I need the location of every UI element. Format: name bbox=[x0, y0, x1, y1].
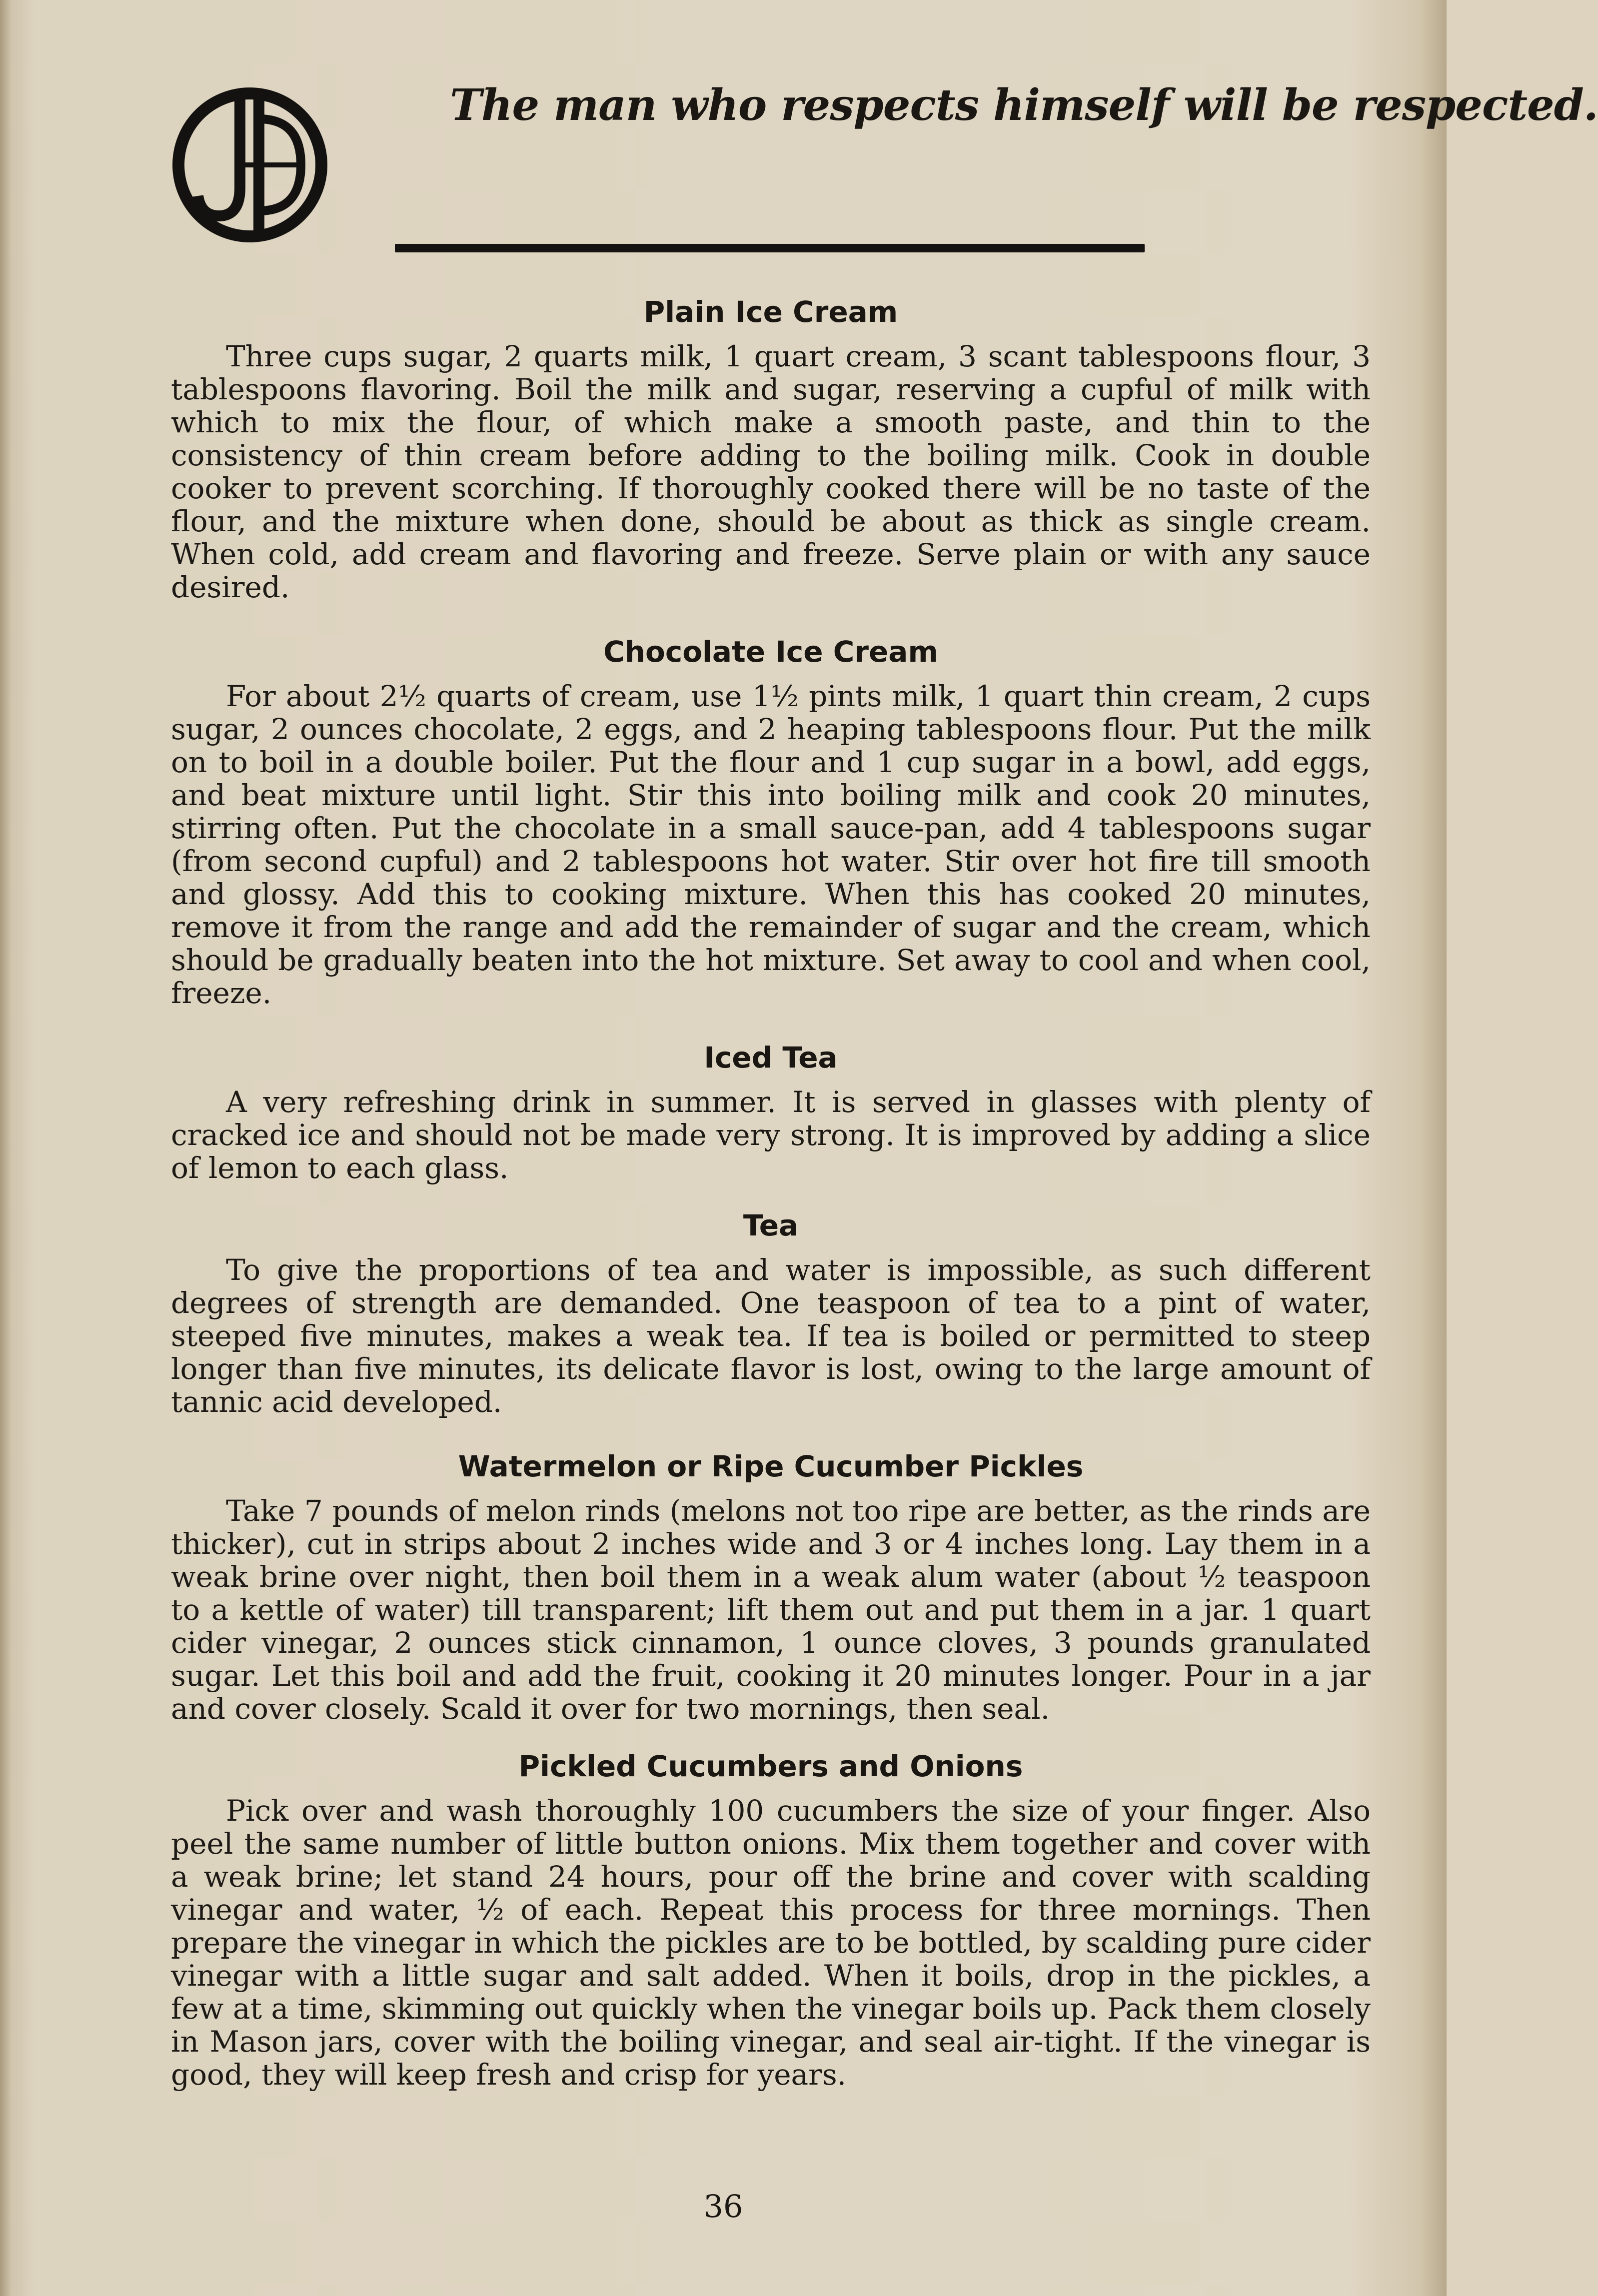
page-number: 36 bbox=[703, 2188, 743, 2225]
recipe-tea bbox=[171, 1208, 1371, 1418]
recipe-body: Pick over and wash thoroughly 100 cucumbers the size of your finger. Also peel the same number of little button onions. Mix them together and cover with a weak brine; let stand 24 hours, pour off the brine and cover with scalding vinegar and water, ½ of each. Repeat this process for three mornings. Then prepare the vinegar in which the pickles are to be bottled, by scalding pure cider vinegar with a little sugar and salt added. When it boils, drop in the pickles, a few at a time, skimming out quickly when the vinegar boils up. Pack them closely in Mason jars, cover with the boiling vinegar, and seal air-tight. If the vinegar is good, they will keep fresh and crisp for years. bbox=[171, 1794, 1371, 2092]
recipe-body: For about 2½ quarts of cream, use 1½ pints milk, 1 quart thin cream, 2 cups sugar, 2 ounces chocolate, 2 eggs, and 2 heaping tablespoons flour. Put the milk on to boil in a double boiler. Put the flour and 1 cup sugar in a bowl, add eggs, and beat mixture until light. Stir this into boiling milk and cook 20 minutes, stirring often. Put the chocolate in a small sauce-pan, add 4 tablespoons sugar (from second cupful) and 2 tablespoons hot water. Stir over hot fire till smooth and glossy. Add this to cooking mixture. When this has cooked 20 minutes, remove it from the range and add the remainder of sugar and the cream, which should be gradually beaten into the hot mixture. Set away to cool and when cool, freeze. bbox=[171, 679, 1371, 1010]
recipe-title: Iced Tea bbox=[704, 1041, 838, 1075]
recipe-body: A very refreshing drink in summer. It is served in glasses with plenty of cracked ice and should not be made very strong. It is improved by adding a slice of lemon to each glass. bbox=[171, 1085, 1371, 1185]
recipe-title: Pickled Cucumbers and Onions bbox=[518, 1749, 1023, 1783]
recipe-title: Tea bbox=[743, 1208, 799, 1242]
recipe-title: Plain Ice Cream bbox=[643, 295, 898, 329]
recipe-body: Three cups sugar, 2 quarts milk, 1 quart cream, 3 scant tablespoons flour, 3 tablespoons flavoring. Boil the milk and sugar, reserving a cupful of milk with which to mix the flour, of which make a smooth paste, and thin to the consistency of thin cream before adding to the boiling milk. Cook in double cooker to prevent scorching. If thoroughly cooked there will be no taste of the flour, and the mixture when done, should be about as thick as single cream. When cold, add cream and flavoring and freeze. Serve plain or with any sauce desired. bbox=[171, 339, 1371, 604]
header-divider bbox=[395, 244, 1145, 252]
jd-monogram-icon bbox=[170, 85, 330, 245]
recipe-pickled-cucumbers-onions bbox=[171, 1749, 1371, 2091]
recipe-title: Watermelon or Ripe Cucumber Pickles bbox=[458, 1449, 1084, 1483]
recipe-list bbox=[171, 295, 1371, 2091]
recipe-chocolate-ice-cream bbox=[171, 635, 1371, 1010]
recipe-body: To give the proportions of tea and water is impossible, as such different degrees of strength are demanded. One teaspoon of tea to a pint of water, steeped five minutes, makes a weak tea. If tea is boiled or permitted to steep longer than five minutes, its delicate flavor is lost, owing to the large amount of tannic acid developed. bbox=[171, 1253, 1371, 1419]
recipe-watermelon-pickles bbox=[171, 1449, 1371, 1725]
recipe-body: Take 7 pounds of melon rinds (melons not too ripe are better, as the rinds are thicker), cut in strips about 2 inches wide and 3 or 4 inches long. Lay them in a weak brine over night, then boil them in a weak alum water (about ½ teaspoon to a kettle of water) till transparent; lift them out and put them in a jar. 1 quart cider vinegar, 2 ounces stick cinnamon, 1 ounce cloves, 3 pounds granulated sugar. Let this boil and add the fruit, cooking it 20 minutes longer. Pour in a jar and cover closely. Scald it over for two mornings, then seal. bbox=[171, 1494, 1371, 1726]
recipe-iced-tea bbox=[171, 1041, 1371, 1184]
recipe-title: Chocolate Ice Cream bbox=[603, 635, 938, 669]
page-motto: The man who respects himself will be respected. bbox=[450, 80, 1598, 130]
recipe-plain-ice-cream bbox=[171, 295, 1371, 604]
